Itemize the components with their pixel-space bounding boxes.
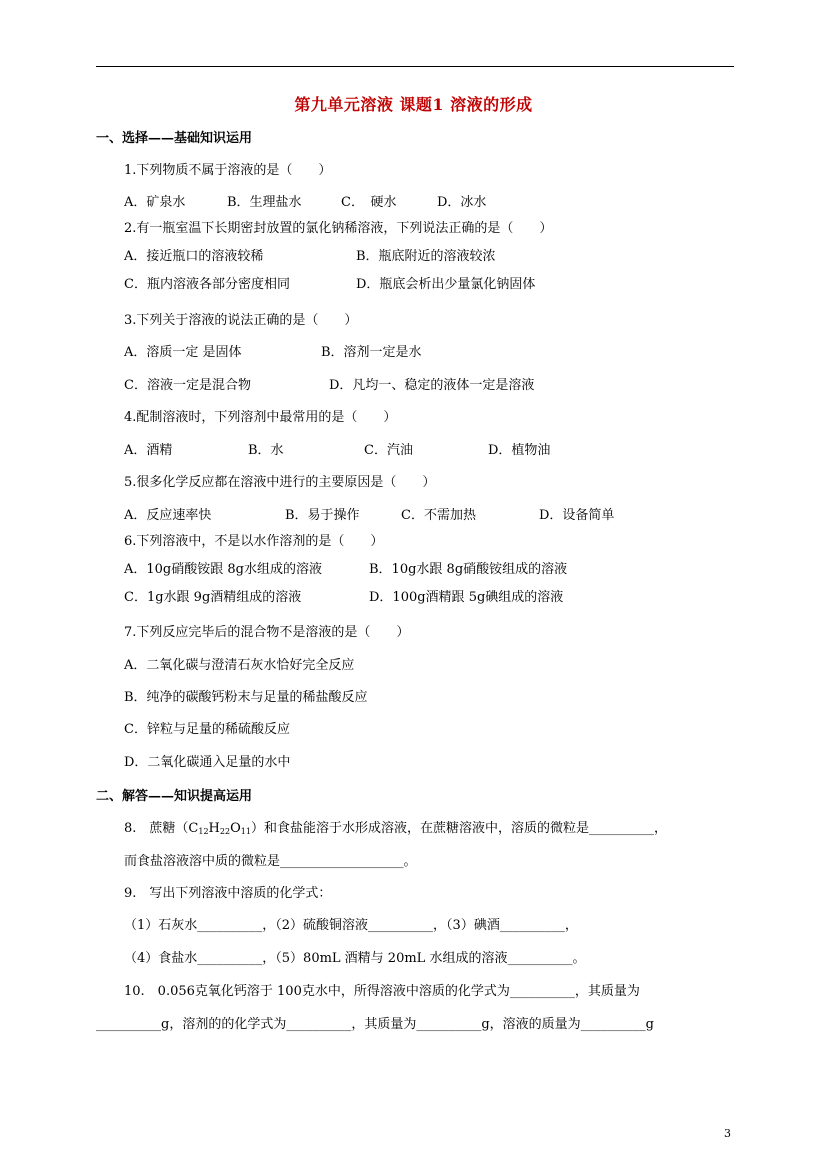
q3-stem: 3.下列关于溶液的说法正确的是（ ） — [124, 313, 358, 328]
q8-sub-o: 11 — [240, 827, 251, 836]
q3-option-c: C．溶液一定是混合物 — [124, 378, 251, 393]
q7-option-b: B．纯净的碳酸钙粉末与足量的稀盐酸反应 — [124, 690, 368, 705]
q5-stem: 5.很多化学反应都在溶液中进行的主要原因是（ ） — [124, 475, 436, 490]
q6-stem: 6.下列溶液中，不是以水作溶剂的是（ ） — [124, 534, 384, 549]
q4-stem: 4.配制溶液时，下列溶剂中最常用的是（ ） — [124, 410, 397, 425]
q6-option-c: C．1g水跟 9g酒精组成的溶液 — [124, 590, 302, 605]
q8-line1 — [124, 821, 667, 840]
q4-option-b: B．水 — [248, 443, 284, 458]
q7-stem: 7.下列反应完毕后的混合物不是溶液的是（ ） — [124, 625, 410, 640]
q8-post: ）和食盐能溶于水形成溶液，在蔗糖溶液中，溶质的微粒是__________， — [250, 821, 667, 836]
q2-option-c: C．瓶内溶液各部分密度相同 — [124, 277, 290, 292]
q10-line2: __________g，溶剂的的化学式为__________，其质量为__________g，溶液的质量为__________g — [96, 1017, 654, 1032]
q2-option-b: B．瓶底附近的溶液较浓 — [356, 249, 496, 264]
q7-option-c: C．锌粒与足量的稀硫酸反应 — [124, 722, 290, 737]
q9-line2: （4）食盐水__________，（5）80mL 酒精与 20mL 水组成的溶液__________。 — [124, 951, 586, 966]
q6-option-d: D．100g酒精跟 5g碘组成的溶液 — [369, 590, 564, 605]
q10-line1: 10. 0.056克氧化钙溶于 100克水中，所得溶液中溶质的化学式为__________，其质量为 — [124, 984, 640, 999]
section-heading-choice: 一、选择——基础知识运用 — [96, 131, 253, 146]
q7-option-a: A．二氧化碳与澄清石灰水恰好完全反应 — [124, 658, 355, 673]
q1-option-c: C． 硬水 — [341, 195, 397, 210]
q3-option-d: D．凡均一、稳定的液体一定是溶液 — [329, 378, 535, 393]
q2-option-d: D．瓶底会析出少量氯化钠固体 — [356, 277, 536, 292]
q6-option-a: A．10g硝酸铵跟 8g水组成的溶液 — [124, 562, 322, 577]
q1-option-a: A．矿泉水 — [124, 195, 186, 210]
q6-option-b: B．10g水跟 8g硝酸铵组成的溶液 — [369, 562, 568, 577]
header-rule — [96, 66, 734, 67]
q5-option-d: D．设备简单 — [539, 508, 615, 523]
q7-option-d: D．二氧化碳通入足量的水中 — [124, 755, 291, 770]
q9-line1: （1）石灰水__________，（2）硫酸铜溶液__________，（3）碘酒__________， — [124, 918, 578, 933]
q5-option-c: C．不需加热 — [401, 508, 476, 523]
q8-line2: 而食盐溶液溶中质的微粒是___________________。 — [124, 854, 417, 869]
q1-option-b: B．生理盐水 — [227, 195, 302, 210]
q8-sub-c: 12 — [198, 827, 209, 836]
section-heading-answer: 二、解答——知识提高运用 — [96, 789, 253, 804]
q5-option-b: B．易于操作 — [285, 508, 360, 523]
q8-pre: 8. 蔗糖（C — [124, 821, 199, 836]
page-title: 第九单元溶液 课题1 溶液的形成 — [294, 95, 533, 114]
q5-option-a: A．反应速率快 — [124, 508, 212, 523]
q1-stem: 1.下列物质不属于溶液的是（ ） — [124, 163, 332, 178]
page-number: 3 — [724, 1127, 731, 1140]
q4-option-d: D．植物油 — [488, 443, 551, 458]
q8-h: H — [208, 821, 220, 836]
q1-option-d: D．冰水 — [437, 195, 487, 210]
q9-stem: 9. 写出下列溶液中溶质的化学式： — [124, 886, 332, 901]
q2-option-a: A．接近瓶口的溶液较稀 — [124, 249, 264, 264]
q2-stem: 2.有一瓶室温下长期密封放置的氯化钠稀溶液，下列说法正确的是（ ） — [124, 221, 553, 236]
q3-option-a: A．溶质一定 是固体 — [124, 345, 242, 360]
q4-option-a: A．酒精 — [124, 443, 173, 458]
q3-option-b: B．溶剂一定是水 — [321, 345, 422, 360]
q8-o: O — [230, 821, 241, 836]
q8-sub-h: 22 — [219, 827, 231, 836]
q4-option-c: C．汽油 — [364, 443, 413, 458]
